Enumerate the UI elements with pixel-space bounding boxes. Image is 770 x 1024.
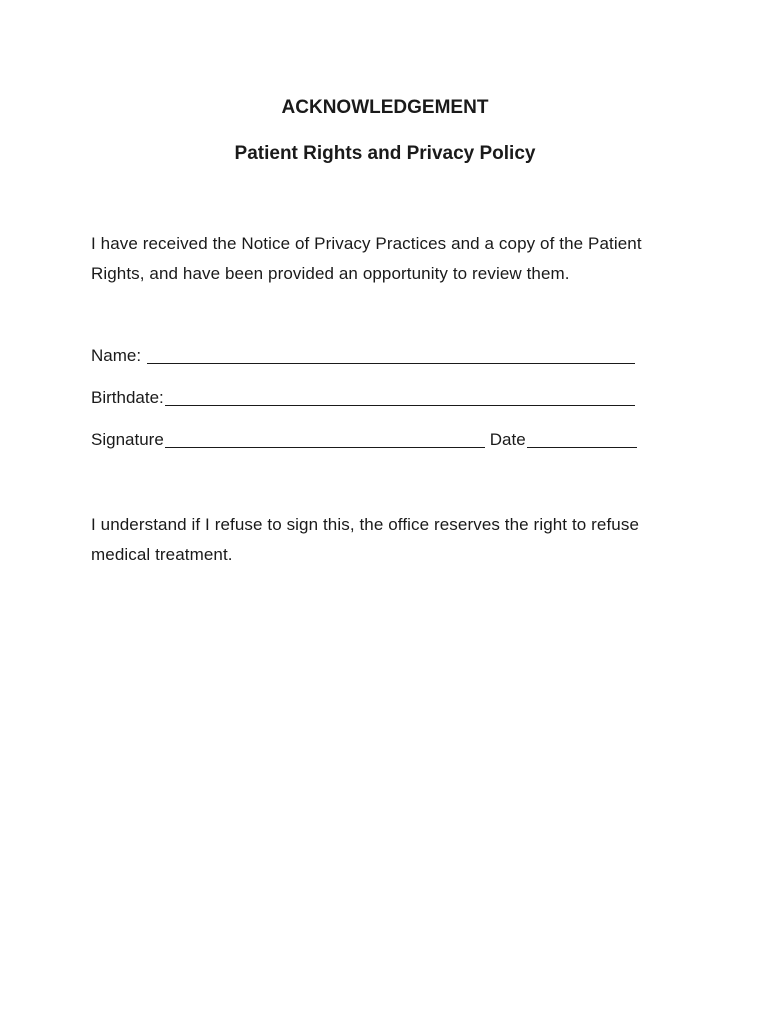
document-title: ACKNOWLEDGEMENT xyxy=(281,97,489,118)
signature-field-row xyxy=(91,428,671,452)
signature-blank-line[interactable] xyxy=(165,430,485,448)
refusal-paragraph: I understand if I refuse to sign this, the office reserves the right to refuse medical treatment. xyxy=(91,515,639,564)
document-subtitle: Patient Rights and Privacy Policy xyxy=(234,143,536,164)
name-field-row xyxy=(91,344,671,368)
name-blank-line[interactable] xyxy=(147,346,635,364)
intro-paragraph: I have received the Notice of Privacy Practices and a copy of the Patient Rights, and have been provided an opportunity to review them. xyxy=(91,234,642,283)
date-blank-line[interactable] xyxy=(527,430,637,448)
birthdate-blank-line[interactable] xyxy=(165,388,635,406)
date-label: Date xyxy=(489,430,526,449)
birthdate-field-row xyxy=(91,386,671,410)
signature-label: Signature xyxy=(91,430,164,449)
name-label: Name: xyxy=(91,346,142,365)
birthdate-label: Birthdate: xyxy=(91,388,164,407)
